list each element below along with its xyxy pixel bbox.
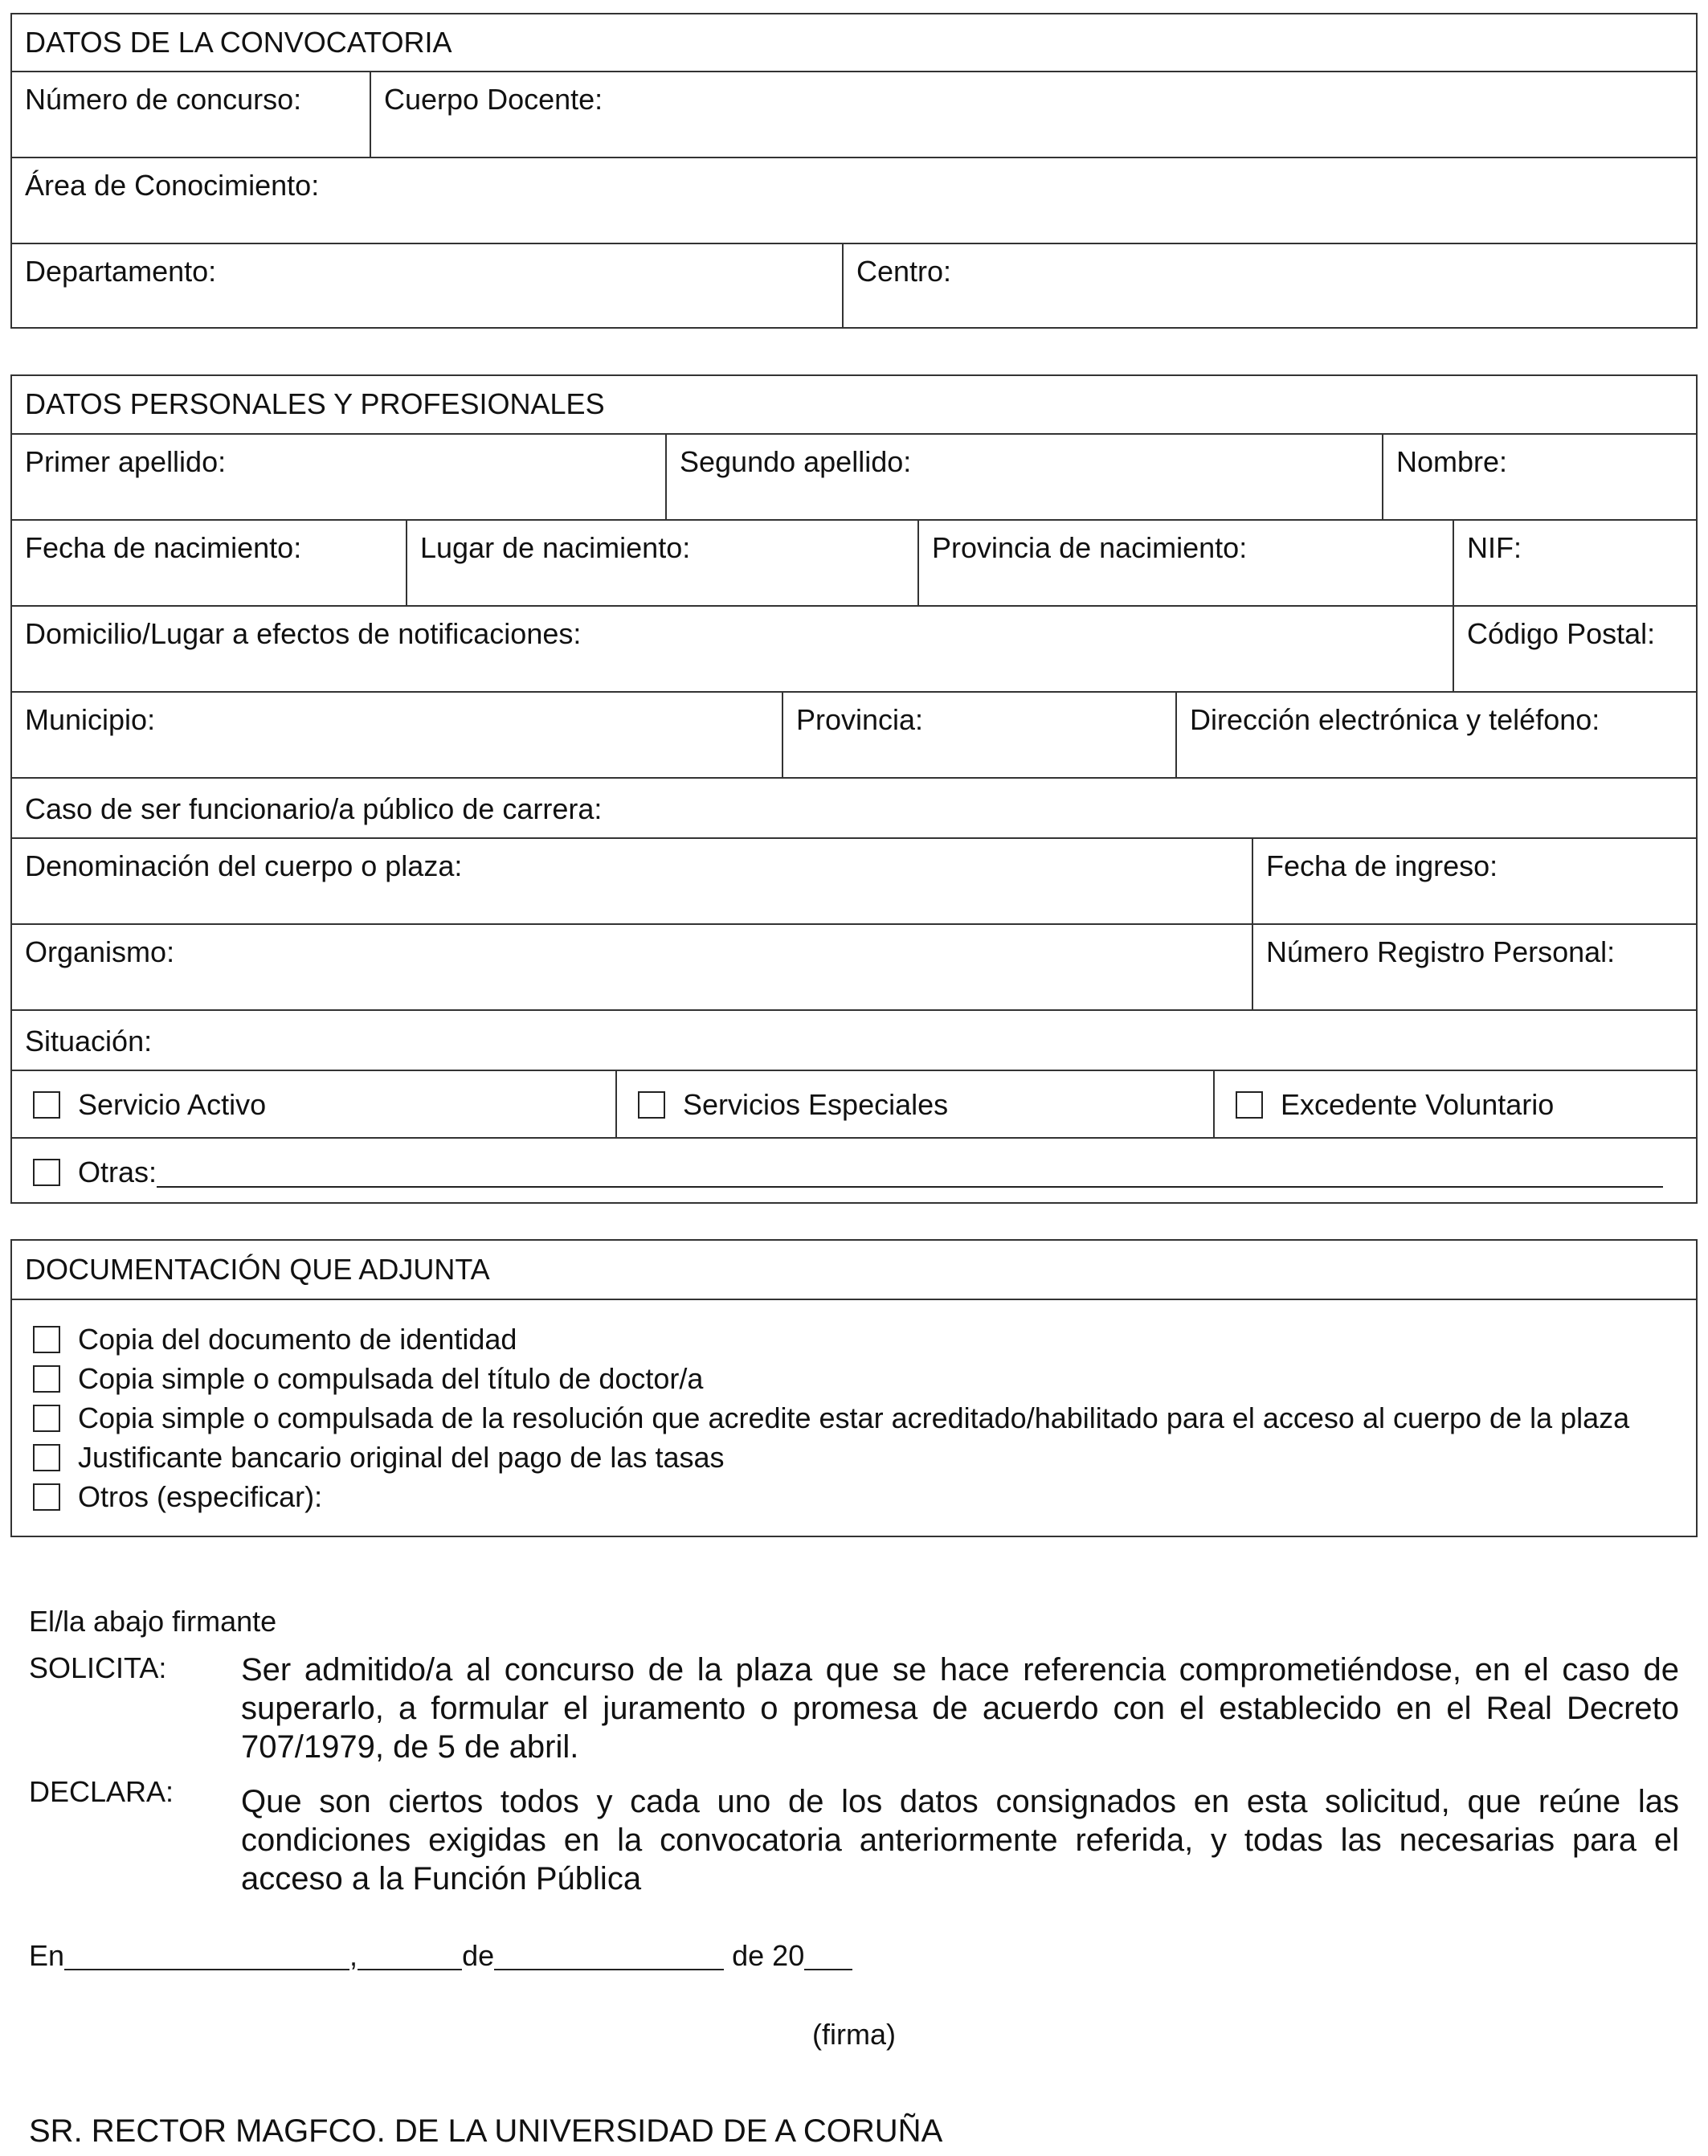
checkbox-icon[interactable] bbox=[33, 1159, 60, 1186]
cuerpo-docente-field[interactable]: Cuerpo Docente: bbox=[370, 72, 1696, 157]
doc-item-label: Copia simple o compulsada del título de doctor/a bbox=[78, 1362, 704, 1395]
servicios-especiales-label: Servicios Especiales bbox=[683, 1088, 949, 1121]
segundo-apellido-field[interactable]: Segundo apellido: bbox=[665, 435, 1382, 519]
checkbox-icon[interactable] bbox=[33, 1326, 60, 1353]
firmante-text: El/la abajo firmante bbox=[29, 1605, 277, 1638]
area-conocimiento-field[interactable]: Área de Conocimiento: bbox=[25, 169, 320, 202]
excedente-voluntario-label: Excedente Voluntario bbox=[1281, 1088, 1555, 1121]
fecha-ingreso-field[interactable]: Fecha de ingreso: bbox=[1252, 839, 1696, 923]
personales-section bbox=[10, 374, 1698, 1204]
nombre-field[interactable]: Nombre: bbox=[1382, 435, 1696, 519]
doc-item-label: Otros (especificar): bbox=[78, 1480, 323, 1513]
destinatario-text: SR. RECTOR MAGFCO. DE LA UNIVERSIDAD DE A CORUÑA bbox=[29, 2113, 943, 2149]
checkbox-icon[interactable] bbox=[33, 1405, 60, 1432]
municipio-field[interactable]: Municipio: bbox=[25, 703, 156, 736]
convocatoria-section bbox=[10, 13, 1698, 329]
lugar-nacimiento-field[interactable]: Lugar de nacimiento: bbox=[406, 521, 917, 605]
primer-apellido-field[interactable]: Primer apellido: bbox=[25, 445, 227, 478]
organismo-field[interactable]: Organismo: bbox=[25, 935, 175, 968]
numero-concurso-field[interactable]: Número de concurso: bbox=[25, 83, 302, 116]
checkbox-icon[interactable] bbox=[33, 1444, 60, 1471]
dia-blank[interactable] bbox=[358, 1940, 462, 1970]
solicita-label: SOLICITA: bbox=[29, 1651, 167, 1684]
servicio-activo-option[interactable] bbox=[12, 1071, 617, 1139]
denominacion-field[interactable]: Denominación del cuerpo o plaza: bbox=[25, 849, 463, 882]
solicita-text: Ser admitido/a al concurso de la plaza que se hace referencia comprometiéndose, en el caso de superarlo, a formular el juramento o promesa de acuerdo con el establecido en el Real Decreto 707/1979, de 5 de abril. bbox=[241, 1652, 1679, 1765]
direccion-telefono-field[interactable]: Dirección electrónica y teléfono: bbox=[1175, 693, 1696, 777]
excedente-voluntario-option[interactable] bbox=[1215, 1071, 1696, 1139]
list-item[interactable] bbox=[33, 1398, 1629, 1438]
list-item[interactable] bbox=[33, 1319, 1629, 1359]
situacion-label: Situación: bbox=[25, 1025, 153, 1058]
coma-label: , bbox=[349, 1939, 358, 1972]
caso-funcionario-label: Caso de ser funcionario/a público de carrera: bbox=[25, 792, 603, 825]
convocatoria-title: DATOS DE LA CONVOCATORIA bbox=[25, 26, 452, 59]
otras-label: Otras: bbox=[78, 1156, 157, 1188]
doc-item-label: Copia simple o compulsada de la resolución que acredite estar acreditado/habilitado para el acceso al cuerpo de la plaza bbox=[78, 1401, 1630, 1434]
documentacion-title: DOCUMENTACIÓN QUE ADJUNTA bbox=[25, 1253, 490, 1286]
de-label: de bbox=[462, 1939, 495, 1972]
checkbox-icon[interactable] bbox=[33, 1483, 60, 1511]
provincia-nacimiento-field[interactable]: Provincia de nacimiento: bbox=[917, 521, 1453, 605]
lugar-blank[interactable] bbox=[64, 1940, 349, 1970]
checkbox-icon[interactable] bbox=[1236, 1091, 1263, 1119]
checkbox-icon[interactable] bbox=[638, 1091, 665, 1119]
personales-title: DATOS PERSONALES Y PROFESIONALES bbox=[25, 387, 605, 420]
doc-item-label: Justificante bancario original del pago de las tasas bbox=[78, 1441, 725, 1474]
provincia-field[interactable]: Provincia: bbox=[782, 693, 1175, 777]
list-item[interactable] bbox=[33, 1438, 1629, 1477]
documentacion-section bbox=[10, 1239, 1698, 1537]
otras-blank-line[interactable] bbox=[157, 1157, 1663, 1188]
doc-item-label: Copia del documento de identidad bbox=[78, 1323, 517, 1356]
de-anio-label: de 20 bbox=[732, 1939, 805, 1972]
list-item[interactable] bbox=[33, 1359, 1629, 1398]
numero-registro-field[interactable]: Número Registro Personal: bbox=[1252, 925, 1696, 1009]
domicilio-field[interactable]: Domicilio/Lugar a efectos de notificaciones: bbox=[25, 617, 582, 650]
checkbox-icon[interactable] bbox=[33, 1091, 60, 1119]
firma-label: (firma) bbox=[812, 2018, 896, 2051]
servicios-especiales-option[interactable] bbox=[617, 1071, 1215, 1139]
nif-field[interactable]: NIF: bbox=[1453, 521, 1696, 605]
fecha-nacimiento-field[interactable]: Fecha de nacimiento: bbox=[25, 531, 302, 564]
declara-text: Que son ciertos todos y cada uno de los datos consignados en esta solicitud, que reúne las condiciones exigidas en la convocatoria anteriormente referida, y todas las necesarias para el acceso a la Función Pública bbox=[241, 1784, 1679, 1896]
centro-field[interactable]: Centro: bbox=[842, 244, 1696, 327]
documentacion-list bbox=[12, 1300, 1650, 1532]
mes-blank[interactable] bbox=[494, 1940, 724, 1970]
codigo-postal-field[interactable]: Código Postal: bbox=[1453, 607, 1696, 691]
servicio-activo-label: Servicio Activo bbox=[78, 1088, 267, 1121]
checkbox-icon[interactable] bbox=[33, 1365, 60, 1393]
declara-label: DECLARA: bbox=[29, 1775, 174, 1808]
list-item[interactable] bbox=[33, 1477, 1629, 1516]
anio-blank[interactable] bbox=[804, 1940, 852, 1970]
otras-option[interactable] bbox=[12, 1139, 1696, 1206]
departamento-field[interactable]: Departamento: bbox=[25, 255, 217, 288]
en-label: En bbox=[29, 1939, 65, 1972]
lugar-fecha-line bbox=[29, 1937, 852, 1975]
